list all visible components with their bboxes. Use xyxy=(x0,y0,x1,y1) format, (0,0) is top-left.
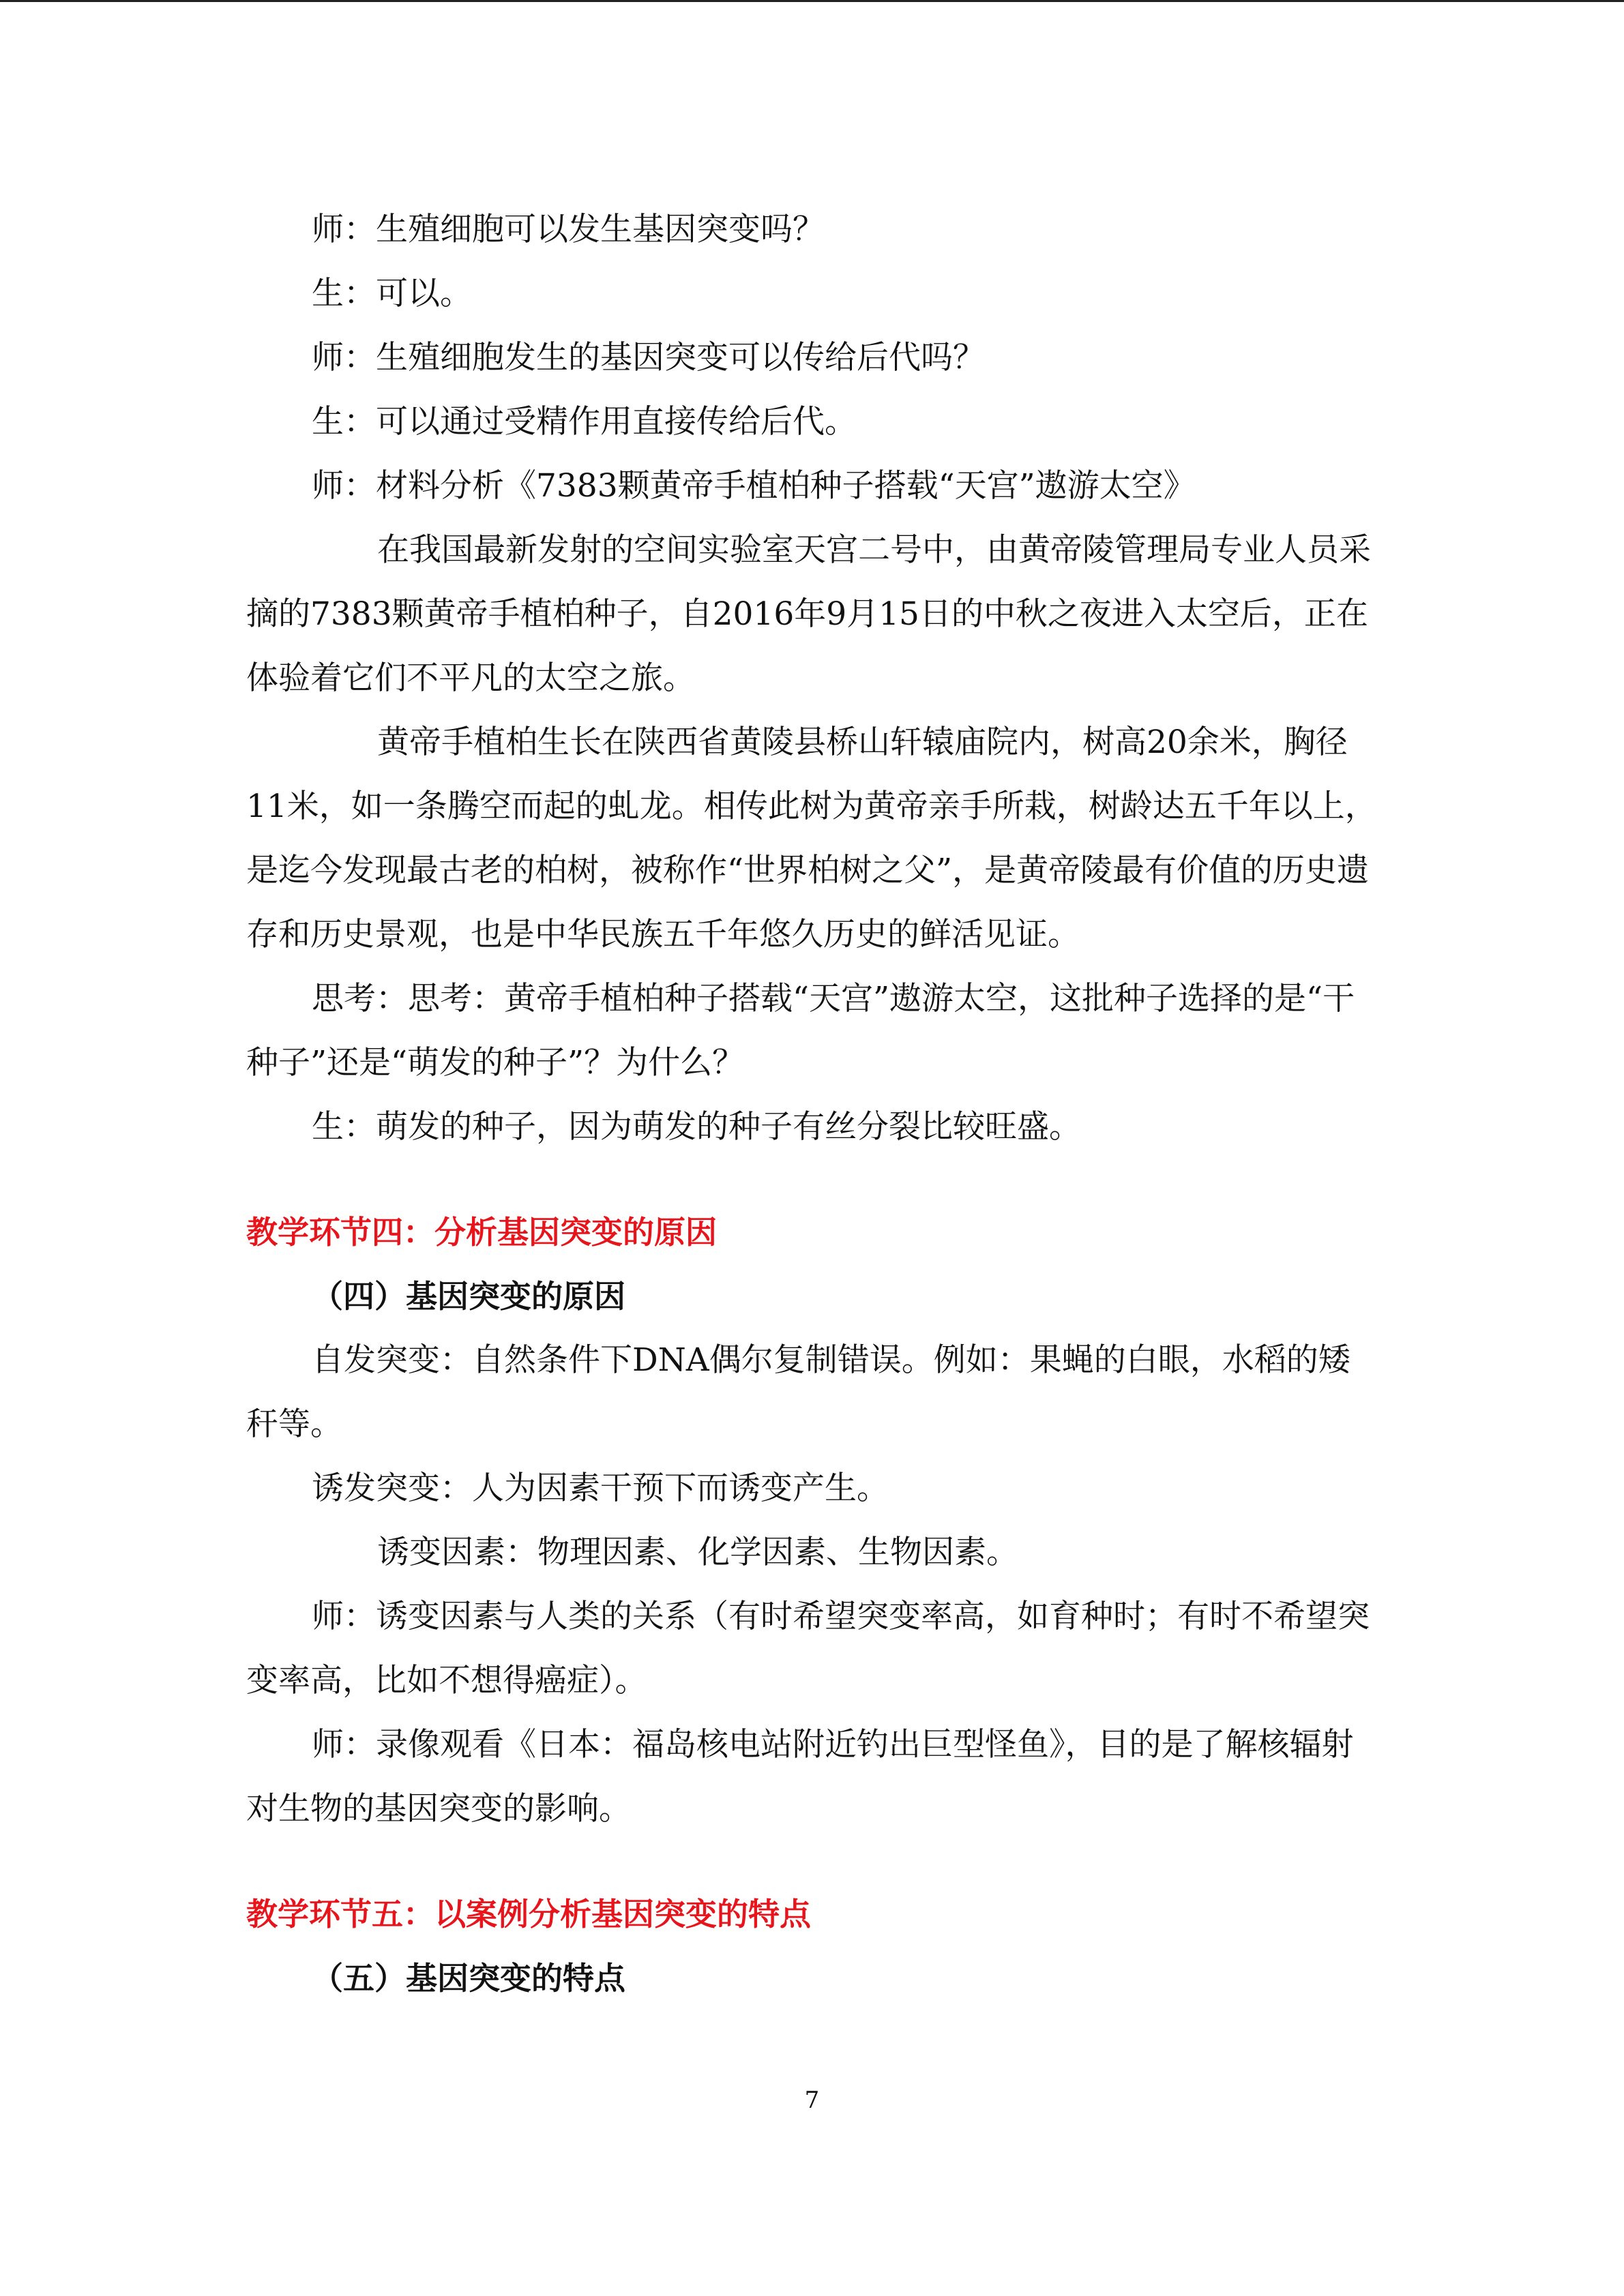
spontaneous-mutation: 自发突变：自然条件下DNA偶尔复制错误。例如：果蝇的白眼，水稻的矮秆等。 xyxy=(246,1341,1350,1443)
dialogue-line: 师：材料分析《7383颗黄帝手植柏种子搭载“天宫”遨游太空》 xyxy=(312,467,1196,505)
thinking-question: 思考：思考：黄帝手植柏种子搭载“天宫”遨游太空，这批种子选择的是“干种子”还是“萌发的种子”？为什么？ xyxy=(246,980,1355,1082)
page-number: 7 xyxy=(804,2087,820,2114)
section-heading-5: 教学环节五：以案例分析基因突变的特点 xyxy=(246,1896,811,1933)
page-top-border xyxy=(0,0,1624,2)
document-body xyxy=(246,198,1378,2010)
induced-mutation: 诱发突变：人为因素干预下而诱变产生。 xyxy=(312,1470,889,1507)
teacher-remark: 师：录像观看《日本：福岛核电站附近钓出巨型怪鱼》，目的是了解核辐射对生物的基因突变的影响。 xyxy=(246,1726,1354,1828)
section-subheading-4: （四）基因突变的原因 xyxy=(312,1278,625,1315)
dialogue-line: 师：生殖细胞可以发生基因突变吗？ xyxy=(312,211,825,248)
dialogue-line: 生：可以通过受精作用直接传给后代。 xyxy=(312,403,857,441)
material-paragraph: 在我国最新发射的空间实验室天宫二号中，由黄帝陵管理局专业人员采摘的7383颗黄帝手植柏种子，自2016年9月15日的中秋之夜进入太空后，正在体验着它们不平凡的太空之旅。 xyxy=(246,531,1371,697)
dialogue-line: 师：生殖细胞发生的基因突变可以传给后代吗？ xyxy=(312,339,985,376)
section-subheading-5: （五）基因突变的特点 xyxy=(312,1960,625,1997)
section-heading-4: 教学环节四：分析基因突变的原因 xyxy=(246,1214,717,1251)
dialogue-line: 生：可以。 xyxy=(312,275,472,312)
mutagenic-factors: 诱变因素：物理因素、化学因素、生物因素。 xyxy=(377,1534,1018,1571)
material-paragraph: 黄帝手植柏生长在陕西省黄陵县桥山轩辕庙院内，树高20余米，胸径11米，如一条腾空而起的虬龙。相传此树为黄帝亲手所栽，树龄达五千年以上，是迄今发现最古老的柏树，被称作“世界柏树之父”，是黄帝陵最有价值的历史遗存和历史景观，也是中华民族五千年悠久历史的鲜活见证。 xyxy=(246,724,1377,953)
teacher-remark: 师：诱变因素与人类的关系（有时希望突变率高，如育种时；有时不希望突变率高，比如不想得癌症）。 xyxy=(246,1598,1370,1699)
student-answer: 生：萌发的种子，因为萌发的种子有丝分裂比较旺盛。 xyxy=(312,1108,1081,1146)
